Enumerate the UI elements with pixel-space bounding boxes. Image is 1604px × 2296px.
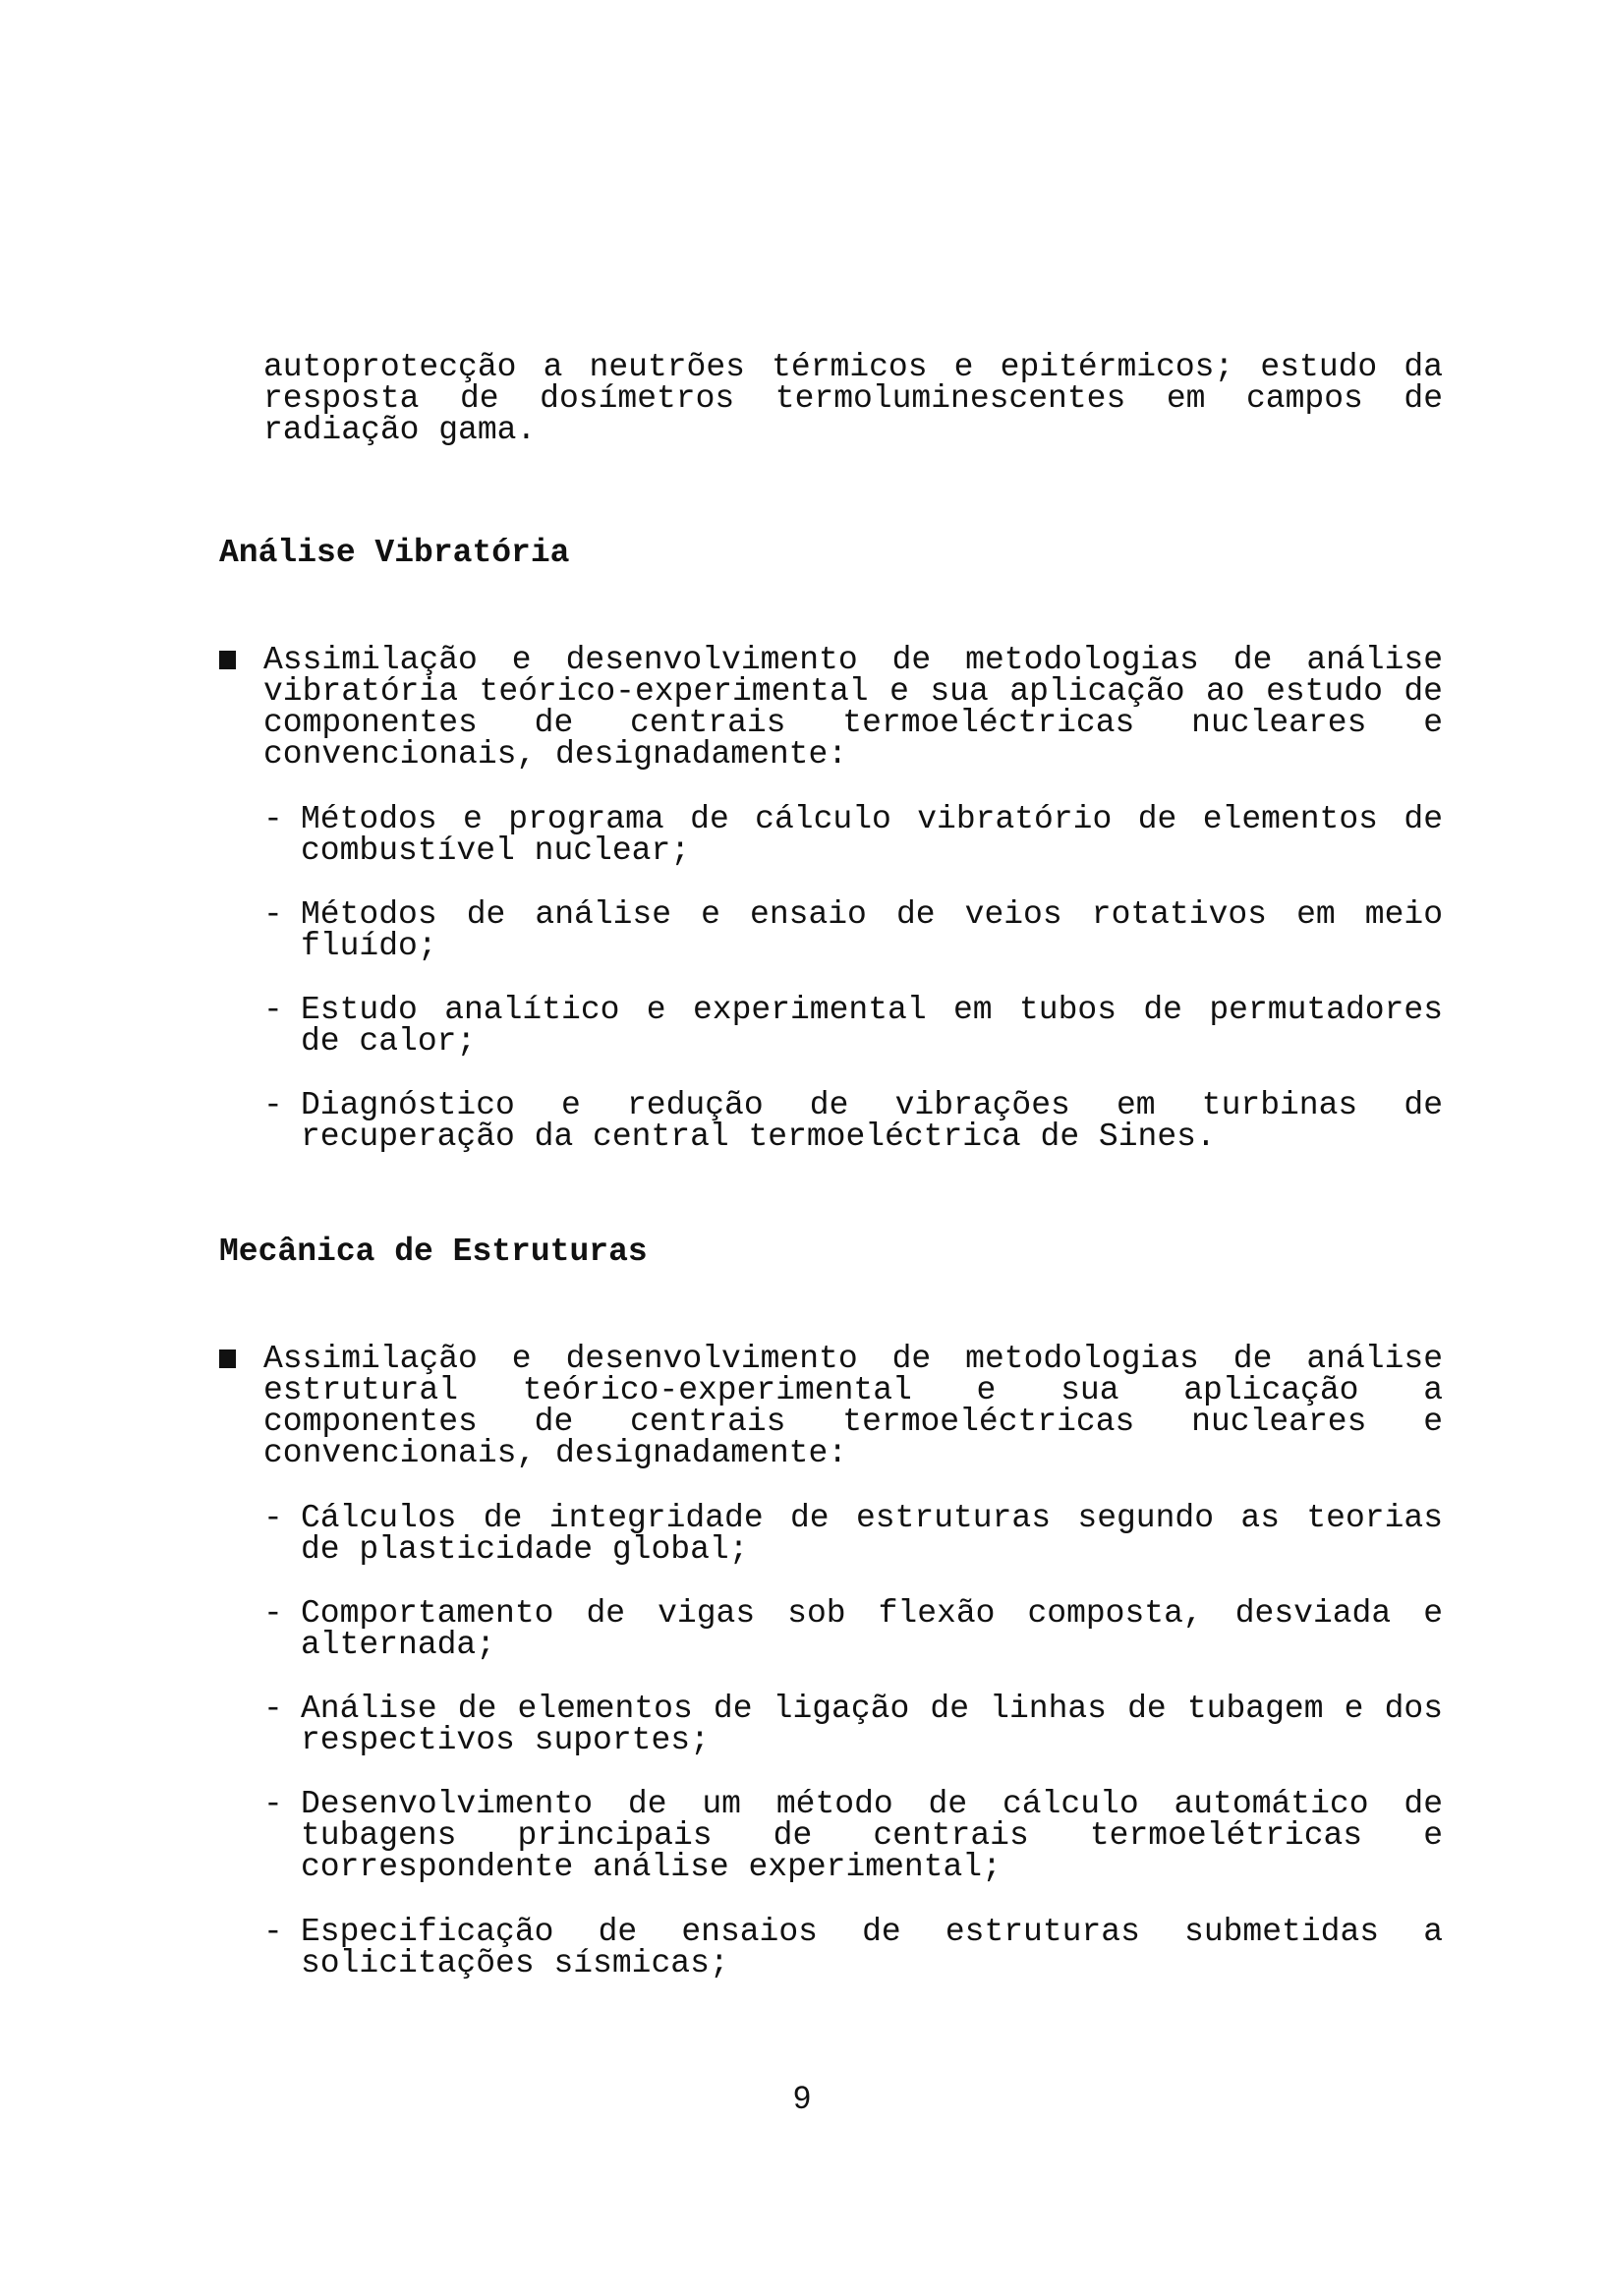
dash-marker: - (263, 1691, 283, 1727)
list-item-text: Métodos de análise e ensaio de veios rotativos em meio fluído; (301, 896, 1443, 964)
dash-marker: - (263, 896, 283, 933)
page-number: 9 (793, 2080, 811, 2115)
list-item (263, 1500, 1443, 1568)
list-item-text: Análise de elementos de ligação de linhas de tubagem e dos respectivos suportes; (301, 1691, 1443, 1758)
list-item-text: Desenvolvimento de um método de cálculo automático de tubagens principais de centrais termoelétricas e correspondente análise experimental; (301, 1786, 1443, 1885)
dash-marker: - (263, 1500, 283, 1536)
list-item-text: Diagnóstico e redução de vibrações em turbinas de recuperação da central termoeléctrica de Sines. (301, 1087, 1443, 1155)
dash-marker: - (263, 1087, 283, 1123)
dash-marker: - (263, 1595, 283, 1632)
list-item-text: Especificação de ensaios de estruturas submetidas a solicitações sísmicas; (301, 1914, 1443, 1981)
section-heading-analise-vibratoria: Análise Vibratória (219, 535, 570, 571)
list-item (263, 1914, 1443, 1981)
list-item (263, 1786, 1443, 1885)
section-2-bullet (219, 1341, 1443, 1471)
list-item (263, 801, 1443, 869)
list-item (263, 1595, 1443, 1663)
list-item (263, 896, 1443, 964)
list-item (263, 1087, 1443, 1155)
section-heading-mecanica-de-estruturas: Mecânica de Estruturas (219, 1234, 648, 1270)
list-item-text: Estudo analítico e experimental em tubos de permutadores de calor; (301, 992, 1443, 1060)
list-item-text: Cálculos de integridade de estruturas segundo as teorias de plasticidade global; (301, 1500, 1443, 1568)
list-item-text: Métodos e programa de cálculo vibratório de elementos de combustível nuclear; (301, 801, 1443, 869)
square-bullet-icon (219, 651, 236, 669)
section-1-bullet (219, 642, 1443, 773)
dash-marker: - (263, 1914, 283, 1950)
section-1-bullet-text: Assimilação e desenvolvimento de metodologias de análise vibratória teórico-experimental e sua aplicação ao estudo de componentes de centrais termoeléctricas nucleares e convencionais, designadamente: (263, 642, 1443, 773)
square-bullet-icon (219, 1349, 236, 1368)
dash-marker: - (263, 992, 283, 1028)
list-item (263, 1693, 1443, 1756)
dash-marker: - (263, 801, 283, 837)
list-item (263, 992, 1443, 1060)
intro-paragraph: autoprotecção a neutrões térmicos e epitérmicos; estudo da resposta de dosímetros termoluminescentes em campos de radiação gama. (263, 349, 1443, 448)
dash-marker: - (263, 1786, 283, 1822)
section-2-bullet-text: Assimilação e desenvolvimento de metodologias de análise estrutural teórico-experimental e sua aplicação a componentes de centrais termoeléctricas nucleares e convencionais, designadamente: (263, 1341, 1443, 1471)
list-item-text: Comportamento de vigas sob flexão composta, desviada e alternada; (301, 1595, 1443, 1663)
